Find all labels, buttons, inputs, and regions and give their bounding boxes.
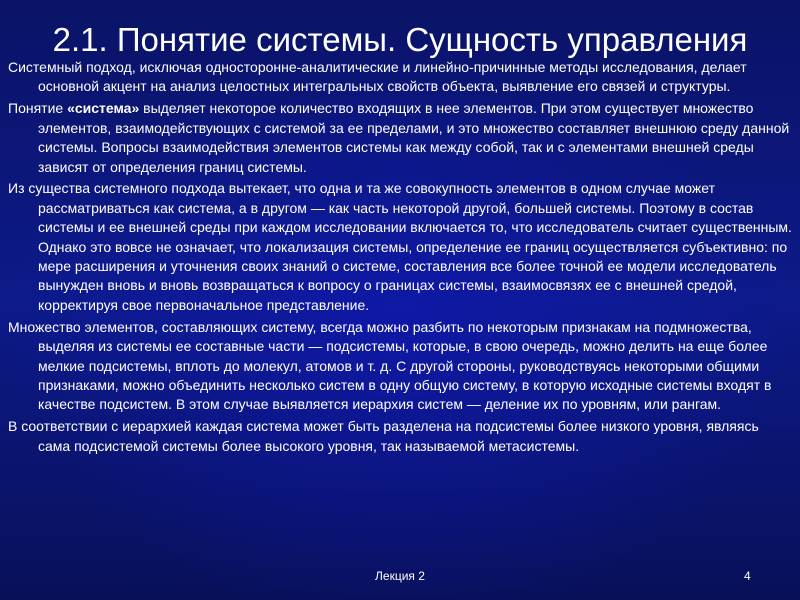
- paragraph-metasystem: В соответствии с иерархией каждая система может быть разделена на подсистемы более низкого уровня, являясь сама подсистемой системы более высокого уровня, так называемой метасистемы.: [8, 418, 759, 454]
- paragraph-system-concept: [8, 99, 794, 177]
- paragraph-system-boundaries: Из существа системного подхода вытекает, что одна и та же совокупность элементов в одном случае может рассматриваться как система, а в другом — как часть некоторой другой, большей системы. Поэтому в состав системы и ее внешней среды при каждом исследовании включается то, что исследователь считает существенным. Однако это вовсе не означает, что локализация системы, определение ее границ осуществляется субъективно: по мере расширения и уточнения своих знаний о системе, составления все более точной ее модели исследователь вынужден вновь и вновь возвращаться к вопросу о границах системы, взаимосвязях ее с внешней средой, корректируя свое первоначальное представление.: [8, 180, 792, 313]
- slide-title: 2.1. Понятие системы. Сущность управления: [52, 21, 748, 58]
- paragraph-system-concept-rest: выделяет некоторое количество входящих в нее элементов. При этом существует множество элементов, взаимодействующих с системой за ее пределами, и это множество составляет внешнюю среду данной системы. Вопросы взаимодействия элементов системы как между собой, так и с элементами внешней среды зависят от определения границ системы.: [38, 100, 790, 175]
- footer-lecture-label: Лекция 2: [375, 569, 425, 583]
- paragraph-systems-approach: Системный подход, исключая односторонне-аналитические и линейно-причинные методы исследования, делает основной акцент на анализ целостных интегральных свойств объекта, выявление его связей и структуры.: [8, 59, 747, 95]
- paragraph-subsystems: Множество элементов, составляющих систему, всегда можно разбить по некоторым признакам на подмножества, выделяя из системы ее составные части — подсистемы, которые, в свою очередь, можно делить на еще более мелкие подсистемы, вплоть до молекул, атомов и т. д. С другой стороны, руководствуясь некоторыми общими признаками, можно объединить несколько систем в одну общую систему, в которую исходные системы входят в качестве подсистем. В этом случае выявляется иерархия систем — деление их по уровням, или рангам.: [8, 318, 772, 413]
- page-number: 4: [744, 569, 751, 583]
- paragraph-system-concept-lead: Понятие: [8, 100, 68, 117]
- slide-body: [8, 58, 794, 459]
- term-system: «система»: [67, 100, 140, 117]
